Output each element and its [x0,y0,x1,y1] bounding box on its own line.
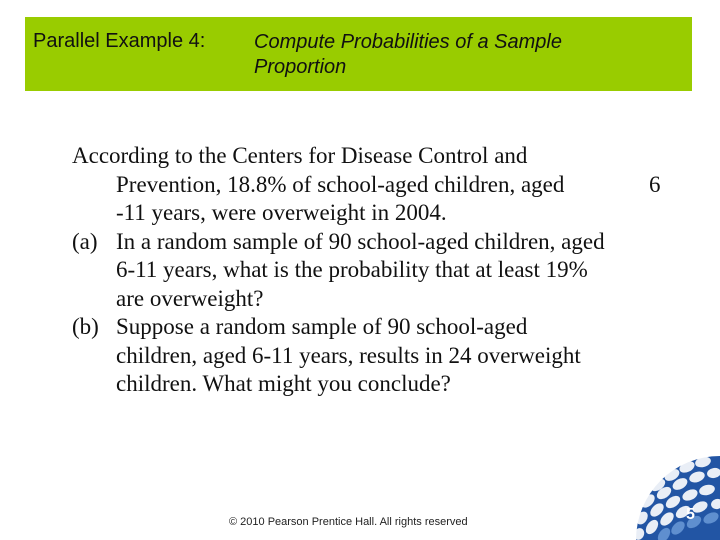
part-b-line-2: children, aged 6-11 years, results in 24 overweight [116,342,581,368]
slide-title-line-1: Compute Probabilities of a Sample [254,31,562,53]
intro-line-2-end: 6 [649,171,661,197]
slide-title-line-2: Proportion [254,56,347,78]
slide-title [254,30,562,80]
part-b-label: (b) [72,314,99,339]
part-b [72,313,682,399]
slide-body [72,142,682,399]
page-number: 5 [686,506,695,523]
intro-line-2 [72,171,682,200]
globe-graphic [620,455,720,540]
intro-line-1: According to the Centers for Disease Control and [72,143,528,168]
part-a-line-1: In a random sample of 90 school-aged children, aged [116,228,605,254]
part-b-line-1: Suppose a random sample of 90 school-aged [116,314,528,339]
globe-logo-icon [620,455,720,540]
part-a-line-2: 6-11 years, what is the probability that at least 19% [116,257,588,282]
part-a-line-3: are overweight? [116,285,264,311]
part-b-line-3: children. What might you conclude? [116,371,451,396]
copyright-footer: © 2010 Pearson Prentice Hall. All rights reserved [229,516,468,528]
intro-line-3: -11 years, were overweight in 2004. [116,200,447,225]
intro-paragraph [72,142,682,228]
part-a-label: (a) [72,228,98,254]
title-bar [25,17,692,91]
intro-line-2-text: Prevention, 18.8% of school-aged children, aged [116,171,565,197]
title-prefix: Parallel Example 4: [33,30,206,52]
part-a [72,228,682,314]
